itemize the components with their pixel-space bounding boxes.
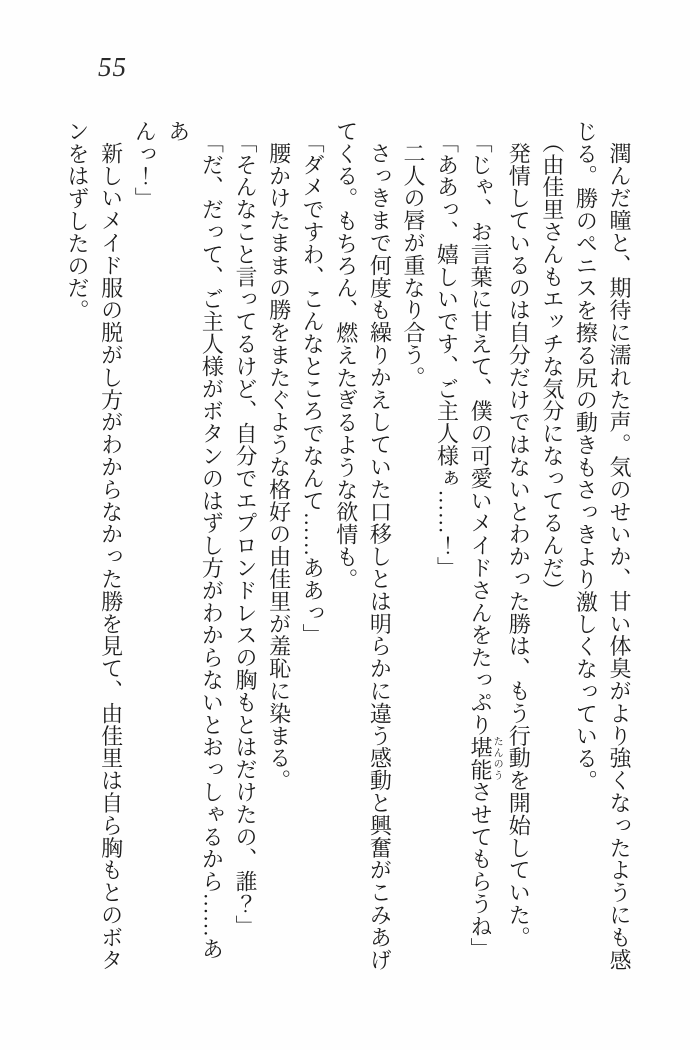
text-line: 潤んだ瞳と、期待に濡れた声。気のせいか、甘い体臭がより強くなったようにも感 xyxy=(607,142,632,971)
body-text xyxy=(65,120,636,976)
text-line: じる。勝のペニスを擦る尻の動きもさっきより激しくなっている。 xyxy=(573,120,599,792)
page-number: 55 xyxy=(98,52,127,82)
ruby-annotated-word: 堪能たんのう xyxy=(468,735,503,781)
text-line: 腰かけたままの勝をまたぐような格好の由佳里が羞恥に染まる。 xyxy=(266,142,292,792)
text-line: てくる。もちろん、燃えたぎるような欲情も。 xyxy=(333,120,359,591)
text-line: んっ！」 xyxy=(132,120,158,210)
text-line: さっきまで何度も繰りかえしていた口移しとは明らかに違う感動と興奮がこみあげ xyxy=(367,142,393,971)
text-line: 「そんなこと言ってるけど、自分でエプロンドレスの胸もとはだけたの、誰？」 xyxy=(232,131,258,938)
text-line: 発情しているのは自分だけではないとわかった勝は、もう行動を開始していた。 xyxy=(506,142,532,949)
text-line: ンをはずしたのだ。 xyxy=(65,120,90,322)
text-line: 「じゃ、お言葉に甘えて、僕の可愛いメイドさんをたっぷり堪能たんのうさせてもらうね」 xyxy=(468,131,503,960)
text-line: 新しいメイド服の脱がし方がわからなかった勝を見て、由佳里は自ら胸もとのボタ xyxy=(98,142,124,971)
text-line: 「ああっ、嬉しいです、ご主人様ぁ……！」 xyxy=(434,131,460,579)
text-line: 「ダメですわ、こんなところでなんて……ああっ」 xyxy=(300,131,326,647)
text-line: 二人の唇が重なり合う。 xyxy=(400,142,426,389)
text-line: 「だ、だって、ご主人様がボタンのはずし方がわからないとおっしゃるから……ああ xyxy=(165,120,225,960)
text-line: （由佳里さんもエッチな気分になってるんだ） xyxy=(539,131,565,602)
